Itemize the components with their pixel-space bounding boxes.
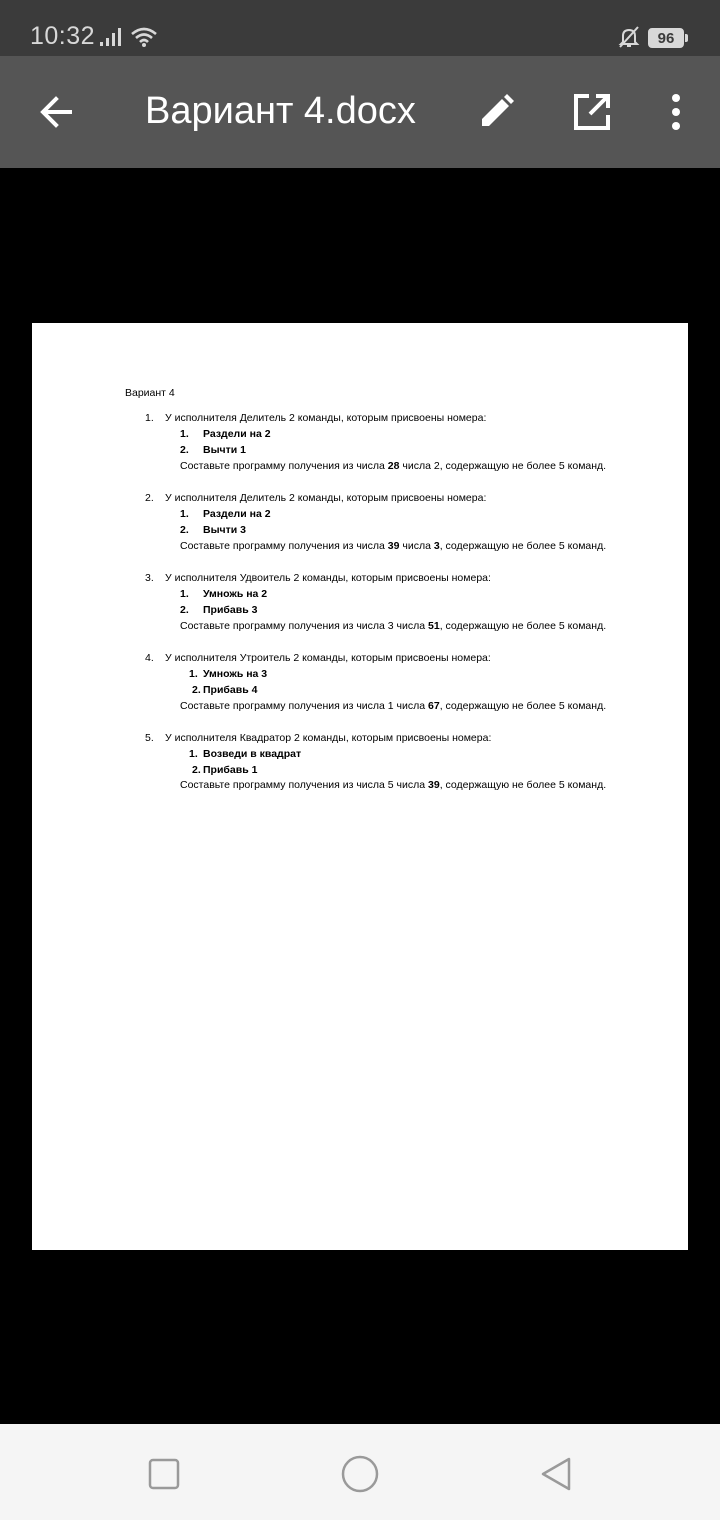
task-number: 3. (145, 572, 154, 584)
command-label: Прибавь 1 (203, 764, 258, 776)
task-number: 1. (145, 412, 154, 424)
doc-heading: Вариант 4 (125, 387, 175, 399)
document-title: Вариант 4.docx (145, 90, 416, 132)
task-number: 4. (145, 652, 154, 664)
recents-square-icon (148, 1458, 180, 1490)
home-button[interactable] (336, 1450, 384, 1498)
open-external-button[interactable] (564, 84, 620, 140)
command-label: Умножь на 3 (203, 668, 268, 680)
command-number: 1. (180, 588, 189, 600)
task-number: 5. (145, 732, 154, 744)
more-options-button[interactable] (648, 84, 704, 140)
command-label: Прибавь 4 (203, 684, 258, 696)
command-label: Прибавь 3 (203, 604, 258, 616)
command-number: 1. (189, 748, 198, 760)
command-number: 2. (180, 604, 189, 616)
command-label: Раздели на 2 (203, 428, 271, 440)
open-external-icon (572, 92, 612, 132)
home-circle-icon (340, 1454, 380, 1494)
pencil-icon (476, 92, 516, 132)
nav-back-button[interactable] (532, 1450, 580, 1498)
signal-icon (100, 26, 124, 53)
command-number: 2. (180, 444, 189, 456)
command-number: 1. (189, 668, 198, 680)
task-text: У исполнителя Делитель 2 команды, которым присвоены номера: (165, 412, 487, 424)
task-text: У исполнителя Утроитель 2 команды, которым присвоены номера: (165, 652, 491, 664)
system-nav-bar (0, 1424, 720, 1520)
app-bar (0, 56, 720, 168)
task-number: 2. (145, 492, 154, 504)
command-number: 1. (180, 508, 189, 520)
battery-tip (685, 34, 688, 42)
command-label: Умножь на 2 (203, 588, 268, 600)
status-time: 10:32 (30, 22, 96, 50)
recents-button[interactable] (140, 1450, 188, 1498)
command-number: 2. (180, 524, 189, 536)
command-number: 1. (180, 428, 189, 440)
command-label: Вычти 1 (203, 444, 246, 456)
command-number: 2. (192, 684, 201, 696)
task-goal: Составьте программу получения из числа 5 числа 39, содержащую не более 5 команд. (180, 779, 607, 791)
back-button[interactable] (28, 84, 84, 140)
task-goal: Составьте программу получения из числа 1 числа 67, содержащую не более 5 команд. (180, 700, 607, 712)
more-vert-icon (670, 92, 682, 132)
task-text: У исполнителя Делитель 2 команды, которым присвоены номера: (165, 492, 487, 504)
back-triangle-icon (539, 1456, 573, 1492)
arrow-back-icon (36, 92, 76, 132)
command-label: Возведи в квадрат (203, 748, 302, 760)
command-label: Раздели на 2 (203, 508, 271, 520)
command-number: 2. (192, 764, 201, 776)
document-page (32, 323, 688, 1250)
command-label: Вычти 3 (203, 524, 246, 536)
document-viewer[interactable] (0, 168, 720, 1424)
edit-button[interactable] (468, 84, 524, 140)
bell-off-icon (617, 25, 641, 54)
task-goal: Составьте программу получения из числа 28 числа 2, содержащую не более 5 команд. (180, 460, 607, 472)
status-bar (0, 0, 720, 56)
battery-icon: 96 (648, 28, 684, 48)
task-goal: Составьте программу получения из числа 3 числа 51, содержащую не более 5 команд. (180, 620, 607, 632)
task-text: У исполнителя Удвоитель 2 команды, которым присвоены номера: (165, 572, 491, 584)
task-text: У исполнителя Квадратор 2 команды, которым присвоены номера: (165, 732, 492, 744)
task-goal: Составьте программу получения из числа 39 числа 3, содержащую не более 5 команд. (180, 540, 607, 552)
wifi-icon (130, 26, 158, 53)
